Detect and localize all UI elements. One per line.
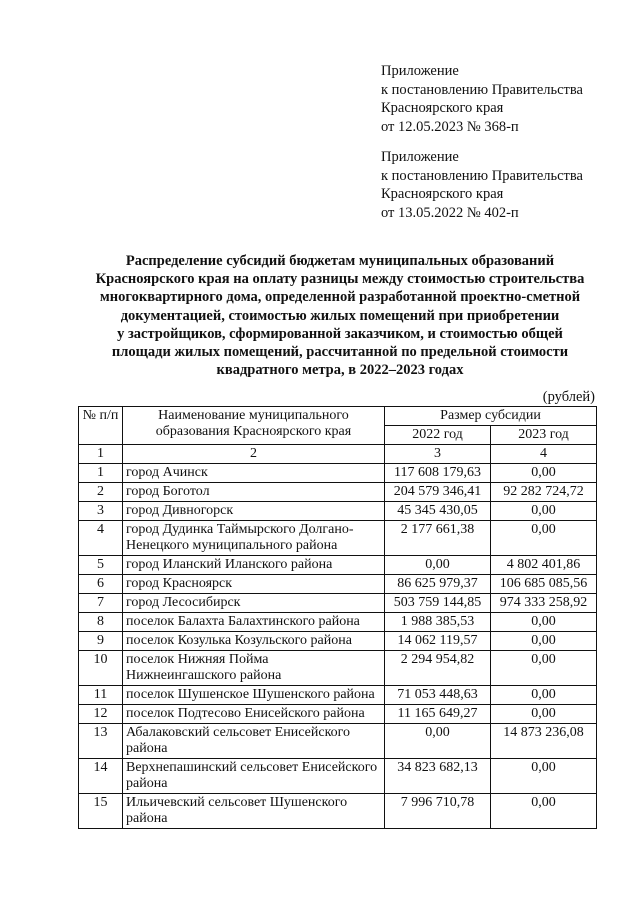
- municipality-cell: город Лесосибирск: [123, 594, 385, 613]
- subsidy-2022-cell: 2 177 661,38: [385, 521, 491, 556]
- appendix-region: Красноярского края: [381, 186, 504, 202]
- appendix-resolution: к постановлению Правительства: [381, 81, 583, 98]
- title-line: у застройщиков, сформированной заказчиком, и стоимостью общей: [117, 325, 563, 342]
- row-number-cell: 12: [79, 705, 123, 724]
- title-line: документацией, стоимостью жилых помещений при приобретении: [120, 307, 560, 324]
- appendix-label: Приложение: [381, 149, 459, 165]
- title-line: Красноярского края на оплату разницы между стоимостью строительства: [95, 271, 585, 288]
- row-number-cell: 3: [79, 502, 123, 521]
- subsidy-2022-cell: 117 608 179,63: [385, 464, 491, 483]
- subsidy-2023-cell: 0,00: [491, 705, 597, 724]
- row-number-cell: 15: [79, 794, 123, 829]
- appendix-label: Приложение: [381, 63, 459, 79]
- table-header-row: [79, 407, 597, 426]
- index-cell: 1: [79, 445, 123, 464]
- municipality-cell: поселок Балахта Балахтинского района: [123, 613, 385, 632]
- subsidy-2023-cell: 106 685 085,56: [491, 575, 597, 594]
- subsidy-2023-cell: 0,00: [491, 502, 597, 521]
- row-number-cell: 2: [79, 483, 123, 502]
- appendix-region: Красноярского края: [381, 100, 504, 116]
- appendix-header-2022: [381, 148, 583, 222]
- title-line: многоквартирного дома, определенной разработанной проектно-сметной: [99, 289, 581, 306]
- municipality-cell: город Боготол: [123, 483, 385, 502]
- subsidy-2022-cell: 204 579 346,41: [385, 483, 491, 502]
- appendix-date-number: от 13.05.2022 № 402-п: [381, 204, 519, 221]
- subsidy-2023-cell: 92 282 724,72: [491, 483, 597, 502]
- header-number: № п/п: [79, 407, 123, 445]
- municipality-cell: Абалаковский сельсовет Енисейского района: [123, 724, 385, 759]
- table-row: [79, 724, 597, 759]
- subsidy-2023-cell: 14 873 236,08: [491, 724, 597, 759]
- header-municipality: Наименование муниципального образования Красноярского края: [123, 407, 385, 445]
- table-row: [79, 759, 597, 794]
- subsidy-2022-cell: 0,00: [385, 724, 491, 759]
- table-index-row: [79, 445, 597, 464]
- table-row: [79, 594, 597, 613]
- title-line: квадратного метра, в 2022–2023 годах: [216, 362, 464, 379]
- municipality-cell: город Дивногорск: [123, 502, 385, 521]
- row-number-cell: 5: [79, 556, 123, 575]
- municipality-cell: Ильичевский сельсовет Шушенского района: [123, 794, 385, 829]
- table-row: [79, 705, 597, 724]
- row-number-cell: 11: [79, 686, 123, 705]
- index-cell: 3: [385, 445, 491, 464]
- subsidy-2022-cell: 86 625 979,37: [385, 575, 491, 594]
- table-row: [79, 575, 597, 594]
- table-row: [79, 686, 597, 705]
- municipality-cell: город Ачинск: [123, 464, 385, 483]
- table-row: [79, 556, 597, 575]
- subsidy-table: [78, 406, 597, 829]
- table-row: [79, 651, 597, 686]
- subsidy-2022-cell: 7 996 710,78: [385, 794, 491, 829]
- subsidy-2023-cell: 0,00: [491, 464, 597, 483]
- row-number-cell: 10: [79, 651, 123, 686]
- subsidy-2023-cell: 974 333 258,92: [491, 594, 597, 613]
- subsidy-2022-cell: 11 165 649,27: [385, 705, 491, 724]
- subsidy-2023-cell: 0,00: [491, 613, 597, 632]
- document-title: [60, 252, 620, 379]
- municipality-cell: Верхнепашинский сельсовет Енисейского района: [123, 759, 385, 794]
- row-number-cell: 7: [79, 594, 123, 613]
- municipality-cell: город Дудинка Таймырского Долгано-Ненецкого муниципального района: [123, 521, 385, 556]
- subsidy-2022-cell: 1 988 385,53: [385, 613, 491, 632]
- table-row: [79, 794, 597, 829]
- subsidy-2022-cell: 2 294 954,82: [385, 651, 491, 686]
- table-row: [79, 502, 597, 521]
- subsidy-2023-cell: 4 802 401,86: [491, 556, 597, 575]
- table-row: [79, 632, 597, 651]
- subsidy-2022-cell: 34 823 682,13: [385, 759, 491, 794]
- subsidy-2022-cell: 14 062 119,57: [385, 632, 491, 651]
- subsidy-2022-cell: 0,00: [385, 556, 491, 575]
- header-year-2023: 2023 год: [491, 426, 597, 445]
- index-cell: 4: [491, 445, 597, 464]
- table-row: [79, 483, 597, 502]
- row-number-cell: 1: [79, 464, 123, 483]
- table-row: [79, 521, 597, 556]
- currency-unit: (рублей): [542, 389, 595, 405]
- subsidy-2023-cell: 0,00: [491, 521, 597, 556]
- municipality-cell: поселок Подтесово Енисейского района: [123, 705, 385, 724]
- row-number-cell: 9: [79, 632, 123, 651]
- subsidy-2022-cell: 45 345 430,05: [385, 502, 491, 521]
- title-line: Распределение субсидий бюджетам муниципальных образований: [125, 253, 555, 269]
- subsidy-2023-cell: 0,00: [491, 632, 597, 651]
- row-number-cell: 8: [79, 613, 123, 632]
- header-year-2022: 2022 год: [385, 426, 491, 445]
- municipality-cell: поселок Козулька Козульского района: [123, 632, 385, 651]
- table-row: [79, 464, 597, 483]
- appendix-resolution: к постановлению Правительства: [381, 167, 583, 184]
- table-row: [79, 613, 597, 632]
- row-number-cell: 14: [79, 759, 123, 794]
- appendix-date-number: от 12.05.2023 № 368-п: [381, 118, 519, 135]
- subsidy-2022-cell: 71 053 448,63: [385, 686, 491, 705]
- row-number-cell: 13: [79, 724, 123, 759]
- subsidy-2023-cell: 0,00: [491, 686, 597, 705]
- subsidy-2023-cell: 0,00: [491, 759, 597, 794]
- municipality-cell: город Иланский Иланского района: [123, 556, 385, 575]
- municipality-cell: поселок Нижняя Пойма Нижнеингашского района: [123, 651, 385, 686]
- municipality-cell: город Красноярск: [123, 575, 385, 594]
- row-number-cell: 4: [79, 521, 123, 556]
- subsidy-2023-cell: 0,00: [491, 794, 597, 829]
- title-line: площади жилых помещений, рассчитанной по предельной стоимости: [111, 344, 569, 361]
- subsidy-2023-cell: 0,00: [491, 651, 597, 686]
- row-number-cell: 6: [79, 575, 123, 594]
- index-cell: 2: [123, 445, 385, 464]
- appendix-header-2023: [381, 62, 583, 136]
- header-subsidy-size: Размер субсидии: [385, 407, 597, 426]
- subsidy-2022-cell: 503 759 144,85: [385, 594, 491, 613]
- municipality-cell: поселок Шушенское Шушенского района: [123, 686, 385, 705]
